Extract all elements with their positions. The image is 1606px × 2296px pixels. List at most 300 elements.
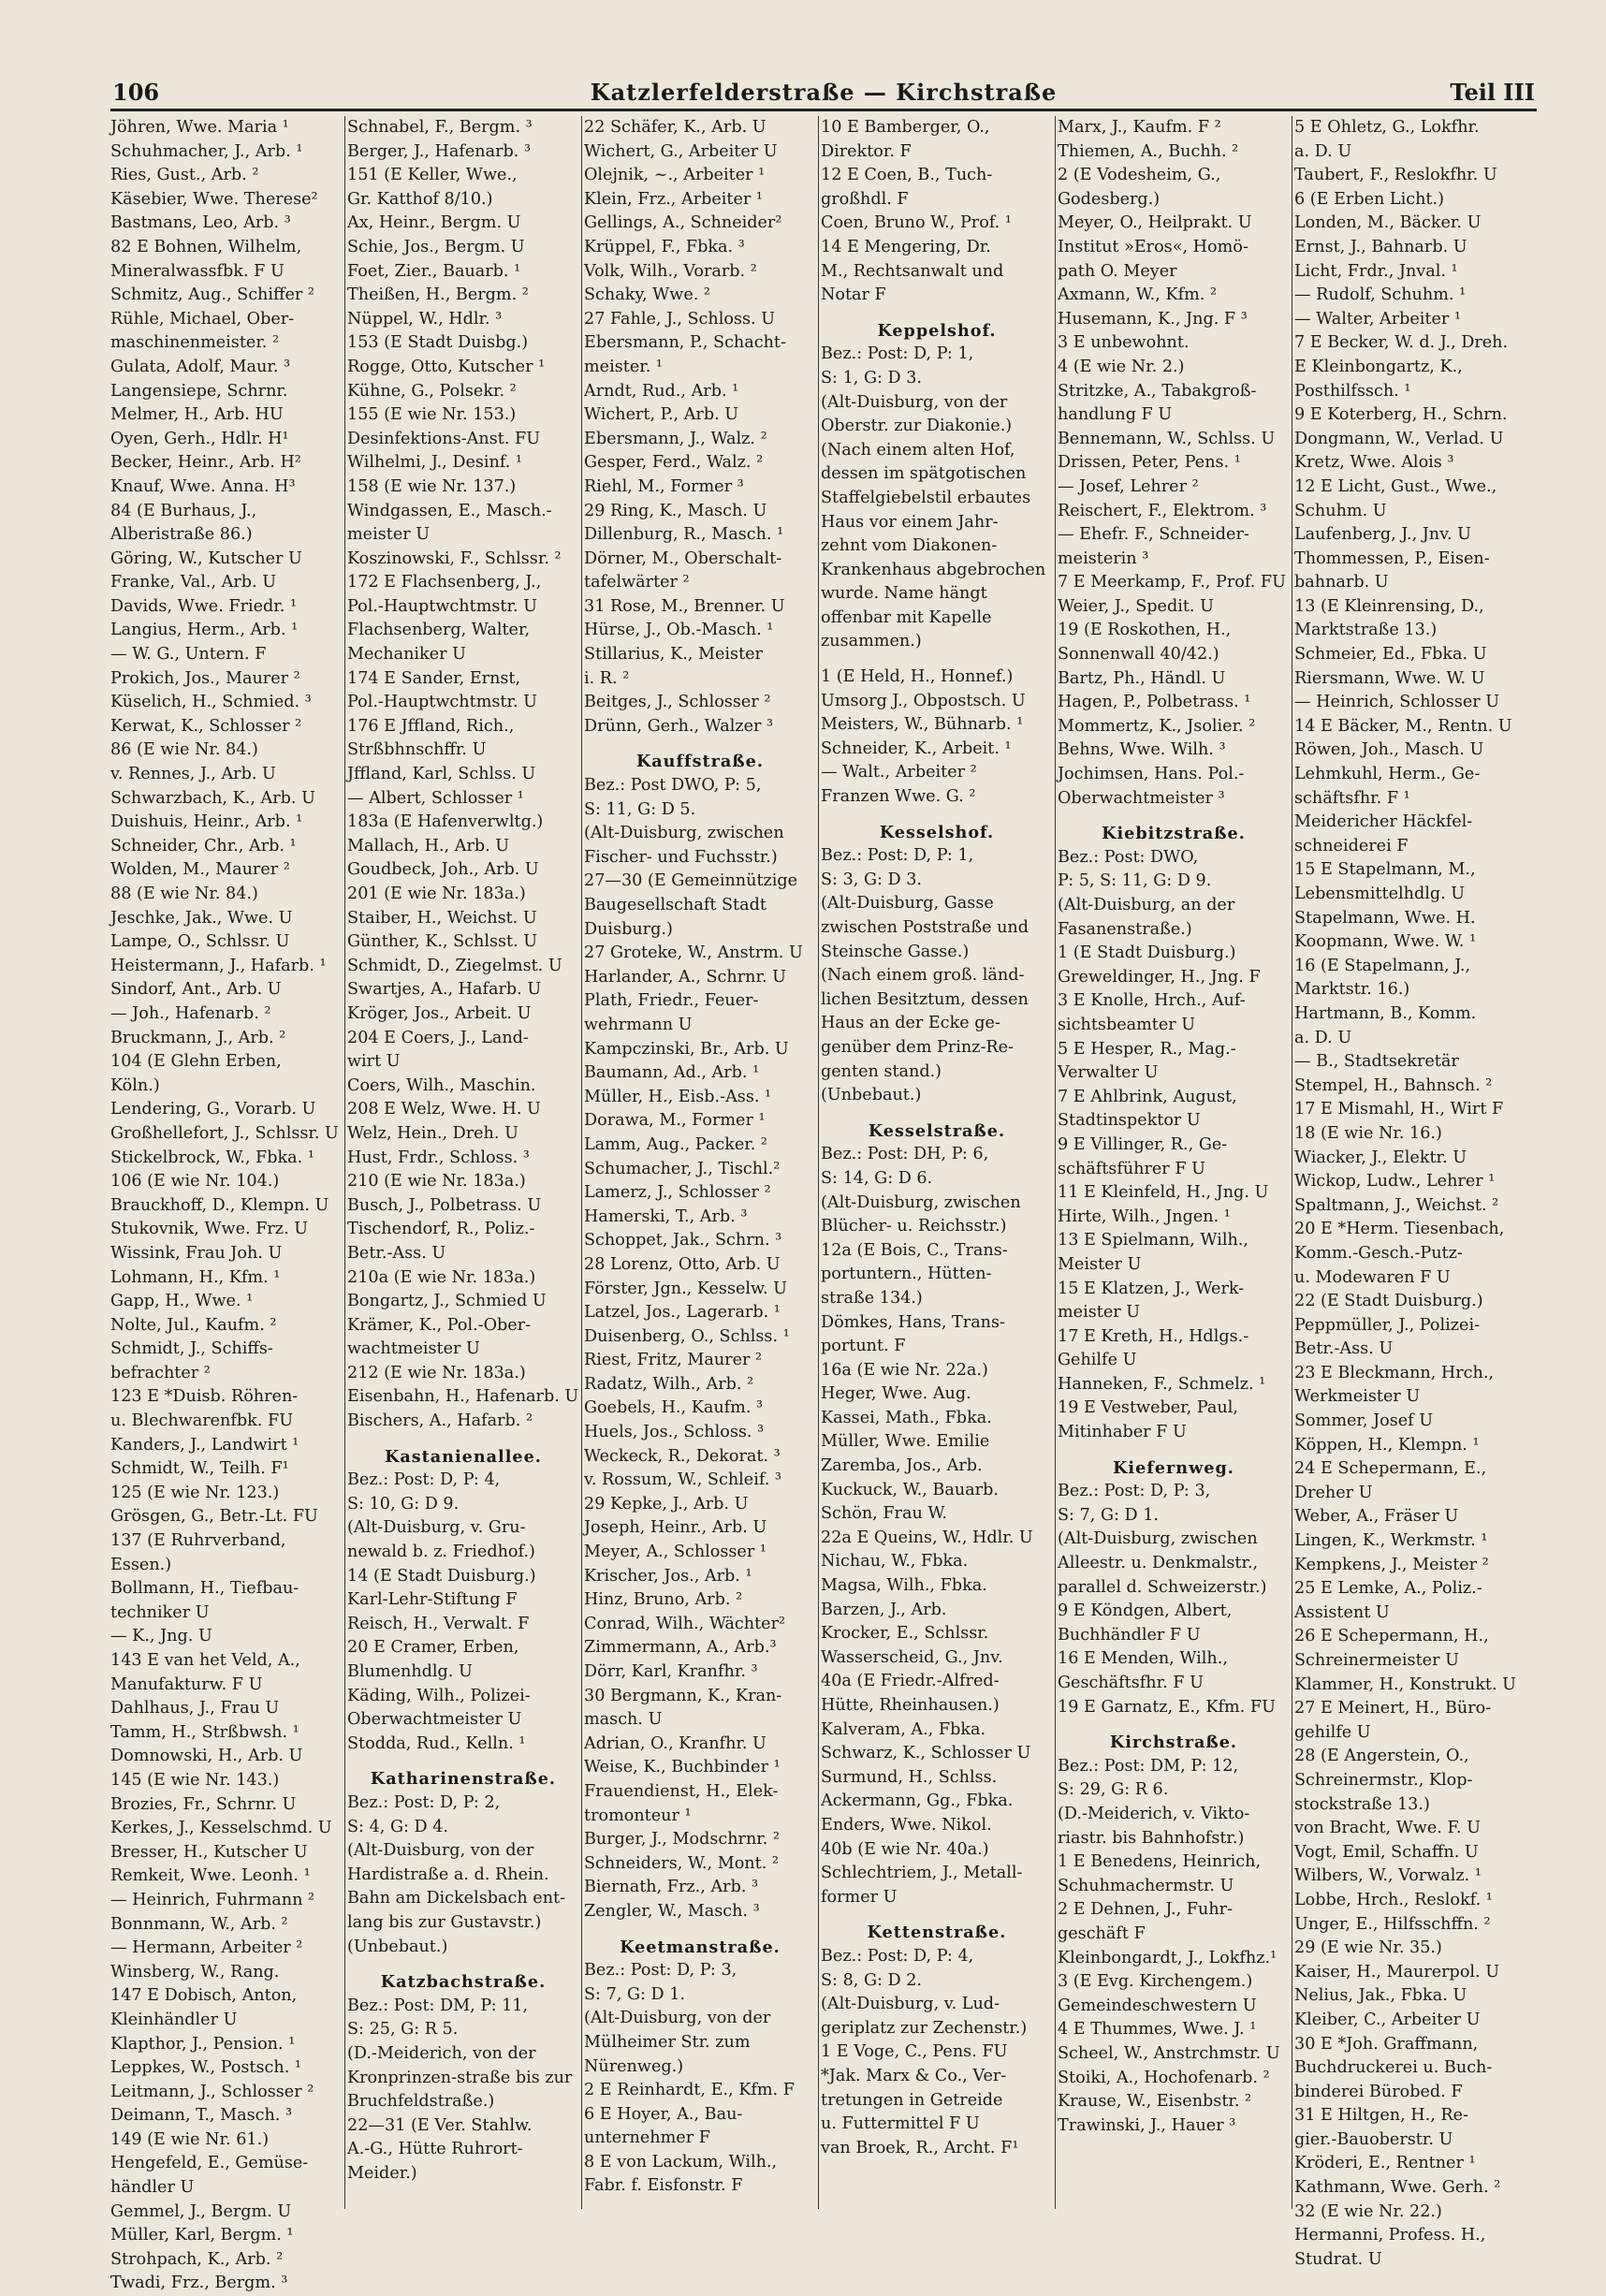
directory-line: sichtsbeamter U: [1058, 1015, 1196, 1034]
directory-line: Schreinermeister U: [1294, 1651, 1459, 1670]
directory-line: A.-G., Hütte Ruhrort-: [347, 2140, 523, 2159]
directory-line: Vogt, Emil, Schaffn. U: [1294, 1842, 1479, 1862]
directory-line: 208 E Welz, Wwe. H. U: [347, 1100, 541, 1119]
directory-line: 212 (E wie Nr. 183a.): [347, 1363, 526, 1382]
directory-line: Kronprinzen-straße bis zur: [347, 2068, 573, 2087]
directory-line: Köppen, H., Klempn. ¹: [1294, 1435, 1480, 1455]
directory-line: Hengefeld, E., Gemüse-: [110, 2154, 309, 2173]
directory-line: 13 E Spielmann, Wilh.,: [1058, 1231, 1248, 1250]
directory-line: Fasanenstraße.): [1058, 919, 1192, 939]
directory-line: Gemeindeschwestern U: [1058, 1996, 1257, 2015]
directory-line: Werkmeister U: [1294, 1387, 1421, 1407]
directory-line: Klapthor, J., Pension. ¹: [110, 2034, 296, 2054]
directory-line: S: 25, G: R 5.: [347, 2020, 459, 2040]
directory-line: Fabr. f. Eisfonstr. F: [584, 2176, 743, 2196]
directory-line: E Kleinbongartz, K.,: [1294, 357, 1463, 376]
directory-line: Hermanni, Profess. H.,: [1294, 2226, 1486, 2245]
directory-line: Krankenhaus abgebrochen: [821, 560, 1046, 579]
directory-line: lichen Besitztum, dessen: [821, 989, 1029, 1009]
section-label: Teil III: [1450, 79, 1535, 106]
directory-line: 3 (E Evg. Kirchengem.): [1058, 1972, 1253, 1992]
directory-line: Heistermann, J., Hafarb. ¹: [110, 956, 327, 975]
directory-line: 26 E Schepermann, H.,: [1294, 1627, 1489, 1646]
directory-line: 210 (E wie Nr. 183a.): [347, 1172, 526, 1192]
column-3: [584, 116, 816, 2205]
directory-line: (Alt-Duisburg, zwischen: [821, 1192, 1021, 1212]
directory-line: van Broek, R., Archt. F¹: [821, 2138, 1019, 2157]
page-number: 106: [112, 79, 160, 106]
directory-line: Biernath, Frz., Arb. ³: [584, 1878, 759, 1897]
directory-line: Bartz, Ph., Händl. U: [1058, 668, 1226, 688]
directory-line: Ax, Heinr., Bergm. U: [347, 213, 521, 233]
street-heading: Kirchstraße.: [1109, 1733, 1238, 1753]
directory-line: 86 (E wie Nr. 84.): [110, 740, 258, 760]
directory-line: von Bracht, Wwe. F. U: [1294, 1819, 1481, 1838]
directory-line: Olejnik, ~., Arbeiter ¹: [584, 166, 766, 185]
directory-line: Jöhren, Wwe. Maria ¹: [110, 118, 289, 137]
directory-line: Behns, Wwe. Wilh. ³: [1058, 740, 1226, 760]
directory-line: (Alt-Duisburg, zwischen: [584, 824, 784, 843]
directory-line: Reisch, H., Verwalt. F: [347, 1614, 530, 1633]
directory-line: v. Rossum, W., Schleif. ³: [584, 1470, 781, 1490]
directory-line: maschinenmeister. ²: [110, 333, 280, 353]
directory-line: M., Rechtsanwalt und: [821, 261, 1004, 281]
directory-line: Bischers, A., Hafarb. ²: [347, 1411, 533, 1431]
directory-line: Blücher- u. Reichsstr.): [821, 1217, 1007, 1236]
directory-line: Marx, J., Kaufm. F ²: [1058, 118, 1221, 137]
directory-line: Nolte, Jul., Kaufm. ²: [110, 1315, 277, 1335]
directory-line: Melmer, H., Arb. HU: [110, 405, 284, 425]
directory-line: — Albert, Schlosser ¹: [347, 788, 524, 808]
directory-line: Meister U: [1058, 1254, 1142, 1274]
directory-line: Domnowski, H., Arb. U: [110, 1747, 303, 1766]
directory-line: meister U: [1058, 1303, 1141, 1323]
directory-line: S: 10, G: D 9.: [347, 1494, 460, 1514]
directory-line: Langius, Herm., Arb. ¹: [110, 621, 299, 640]
directory-line: Rühle, Michael, Ober-: [110, 309, 295, 329]
directory-line: Gulata, Adolf, Maur. ³: [110, 357, 291, 376]
directory-line: Unger, E., Hilfsschffn. ²: [1294, 1914, 1491, 1934]
directory-line: Becker, Heinr., Arb. H²: [110, 453, 301, 473]
directory-line: — Walter, Arbeiter ¹: [1294, 309, 1461, 329]
directory-line: 8 E von Lackum, Wilh.,: [584, 2152, 778, 2172]
directory-line: Käding, Wilh., Polizei-: [347, 1686, 531, 1705]
directory-line: Kröderi, E., Rentner ¹: [1294, 2154, 1476, 2173]
directory-line: 14 E Mengering, Dr.: [821, 237, 991, 256]
directory-line: meisterin ³: [1058, 548, 1149, 568]
directory-line: Flachsenberg, Walter,: [347, 621, 531, 640]
directory-line: S: 4, G: D 4.: [347, 1817, 449, 1836]
directory-line: gehilfe U: [1294, 1722, 1371, 1742]
directory-line: Wolden, M., Maurer ²: [110, 860, 290, 880]
directory-line: Arndt, Rud., Arb. ¹: [584, 381, 739, 401]
directory-line: (Alt-Duisburg, Gasse: [821, 894, 994, 914]
directory-line: Bez.: Post: D, P: 1,: [821, 846, 974, 866]
directory-line: Dreher U: [1294, 1483, 1373, 1502]
directory-line: 201 (E wie Nr. 183a.): [347, 885, 526, 903]
directory-line: Marktstraße 13.): [1294, 621, 1438, 640]
directory-line: 9 E Köndgen, Albert,: [1058, 1601, 1233, 1621]
directory-line: Karl-Lehr-Stiftung F: [347, 1590, 518, 1610]
directory-line: Verwalter U: [1058, 1063, 1159, 1083]
directory-line: Bastmans, Leo, Arb. ³: [110, 213, 291, 233]
directory-line: — Walt., Arbeiter ²: [821, 763, 977, 782]
directory-line: Sonnenwall 40/42.): [1058, 645, 1219, 665]
directory-line: Bez.: Post: DM, P: 11,: [347, 1996, 529, 2015]
directory-line: 24 E Schepermann, E.,: [1294, 1459, 1487, 1479]
directory-line: Riehl, M., Former ³: [584, 476, 744, 496]
directory-line: 31 E Hiltgen, H., Re-: [1294, 2106, 1468, 2126]
directory-line: Stritzke, A., Tabakgroß-: [1058, 381, 1257, 401]
directory-line: Umsorg J., Obpostsch. U: [821, 691, 1026, 710]
column-divider: [581, 116, 582, 2209]
directory-line: (Alt-Duisburg, an der: [1058, 896, 1235, 914]
directory-line: Schwarz, K., Schlosser U: [821, 1744, 1031, 1763]
directory-line: Joseph, Heinr., Arb. U: [584, 1518, 767, 1538]
directory-line: unternehmer F: [584, 2128, 710, 2148]
directory-line: Wilhelmi, J., Desinf. ¹: [347, 453, 522, 473]
directory-line: Langensiepe, Schrnr.: [110, 381, 288, 401]
header-rule: [110, 109, 1537, 111]
directory-line: 210a (E wie Nr. 183a.): [347, 1267, 536, 1287]
directory-line: 28 (E Angerstein, O.,: [1294, 1747, 1469, 1766]
directory-line: wachtmeister U: [347, 1339, 480, 1359]
directory-line: bahnarb. U: [1294, 573, 1389, 592]
directory-line: Kalveram, A., Fbka.: [821, 1719, 986, 1739]
directory-line: Blumenhdlg. U: [347, 1662, 473, 1681]
directory-line: Heger, Wwe. Aug.: [821, 1384, 971, 1404]
street-heading: Kesselstraße.: [868, 1120, 1006, 1141]
directory-line: (Alt-Duisburg, v. Lud-: [821, 1995, 1000, 2014]
directory-line: Koopmann, Wwe. W. ¹: [1294, 932, 1477, 952]
directory-line: 12a (E Bois, C., Trans-: [821, 1240, 1008, 1260]
directory-line: Wiacker, J., Elektr. U: [1294, 1148, 1467, 1167]
directory-line: 151 (E Keller, Wwe.,: [347, 166, 518, 185]
directory-line: Rogge, Otto, Kutscher ¹: [347, 357, 546, 376]
directory-line: 30 Bergmann, K., Kran-: [584, 1686, 782, 1705]
directory-line: Mülheimer Str. zum: [584, 2032, 751, 2052]
directory-line: Schön, Frau W.: [821, 1504, 947, 1524]
directory-line: Franzen Wwe. G. ²: [821, 787, 976, 807]
directory-line: Buchhändler F U: [1058, 1625, 1201, 1645]
directory-line: Nichau, W., Fbka.: [821, 1552, 969, 1572]
spacer: [584, 1924, 816, 1936]
directory-line: Schmidt, W., Teilh. F¹: [110, 1459, 289, 1479]
directory-line: 4 (E wie Nr. 2.): [1058, 357, 1185, 376]
directory-line: 14 (E Stadt Duisburg.): [347, 1566, 536, 1586]
directory-line: Duisenberg, O., Schlss. ¹: [584, 1326, 790, 1346]
directory-line: Greweldinger, H., Jng. F: [1058, 967, 1261, 987]
spacer: [347, 1756, 579, 1767]
directory-line: 1 E Benedens, Heinrich,: [1058, 1852, 1262, 1872]
directory-line: 155 (E wie Nr. 153.): [347, 405, 517, 425]
directory-line: Käsebier, Wwe. Therese²: [110, 189, 318, 209]
directory-line: 1 (E Held, H., Honnef.): [821, 667, 1014, 687]
directory-line: Schmitz, Aug., Schiffer ²: [110, 285, 314, 305]
directory-line: Müller, Wwe. Emilie: [821, 1432, 990, 1452]
directory-line: 22 Schäfer, K., Arb. U: [584, 118, 766, 137]
directory-line: Lobbe, Hrch., Reslokf. ¹: [1294, 1890, 1493, 1909]
directory-line: Stadtinspektor U: [1058, 1111, 1201, 1131]
directory-line: Steinsche Gasse.): [821, 942, 970, 961]
directory-line: v. Rennes, J., Arb. U: [110, 765, 276, 784]
directory-line: P: 5, S: 11, G: D 9.: [1058, 871, 1212, 891]
directory-line: Volk, Wilh., Vorarb. ²: [584, 261, 757, 281]
directory-line: Sindorf, Ant., Arb. U: [110, 980, 282, 1000]
directory-line: Küselich, H., Schmied. ³: [110, 693, 312, 712]
directory-line: 82 E Bohnen, Wilhelm,: [110, 237, 302, 256]
directory-line: Bresser, H., Kutscher U: [110, 1842, 308, 1862]
directory-line: 145 (E wie Nr. 143.): [110, 1770, 280, 1790]
directory-line: Röwen, Joh., Masch. U: [1294, 740, 1484, 760]
directory-line: 125 (E wie Nr. 123.): [110, 1483, 280, 1502]
directory-line: former U: [821, 1887, 898, 1907]
directory-line: (Alt-Duisburg, von der: [347, 1841, 534, 1861]
directory-line: Staffelgiebelstil erbautes: [821, 488, 1031, 507]
directory-line: 149 (E wie Nr. 61.): [110, 2129, 270, 2149]
directory-line: Hanneken, F., Schmelz. ¹: [1058, 1374, 1266, 1394]
directory-line: Lingen, K., Werkmstr. ¹: [1294, 1531, 1488, 1551]
column-divider: [818, 116, 819, 2209]
directory-line: Harlander, A., Schrnr. U: [584, 967, 786, 987]
directory-line: 18 (E wie Nr. 16.): [1294, 1123, 1442, 1143]
directory-line: Mommertz, K., Jsolier. ²: [1058, 716, 1256, 736]
directory-line: Betr.-Ass. U: [1294, 1339, 1394, 1359]
directory-line: Zimmermann, A., Arb.³: [584, 1638, 777, 1658]
directory-line: Müller, Karl, Bergm. ¹: [110, 2226, 294, 2245]
directory-line: Eisenbahn, H., Hafenarb. U: [347, 1387, 579, 1407]
directory-line: Surmund, H., Schlss.: [821, 1767, 998, 1787]
directory-line: Stempel, H., Bahnsch. ²: [1294, 1075, 1493, 1095]
column-1: [110, 116, 343, 2293]
directory-line: 19 E Vestweber, Paul,: [1058, 1398, 1238, 1418]
directory-line: Alberistraße 86.): [110, 525, 253, 545]
directory-line: Adrian, O., Kranfhr. U: [584, 1733, 766, 1753]
directory-line: Weise, K., Buchbinder ¹: [584, 1758, 781, 1777]
directory-line: Latzel, Jos., Lagerarb. ¹: [584, 1303, 781, 1323]
directory-line: Winsberg, W., Rang.: [110, 1962, 280, 1982]
directory-line: Meyer, A., Schlosser ¹: [584, 1543, 766, 1562]
directory-line: Schreinermstr., Klop-: [1294, 1770, 1473, 1790]
directory-line: 29 (E wie Nr. 35.): [1294, 1938, 1442, 1958]
directory-line: (D.-Meiderich, von der: [347, 2043, 536, 2063]
directory-line: Foet, Zier., Bauarb. ¹: [347, 261, 521, 281]
directory-line: Manufakturw. F U: [110, 1674, 263, 1694]
directory-line: S: 7, G: D 1.: [584, 1984, 686, 2004]
directory-line: (Nach einem groß. länd-: [821, 966, 1025, 986]
directory-line: newald b. z. Friedhof.): [347, 1543, 535, 1562]
directory-line: Busch, J., Polbetrass. U: [347, 1195, 542, 1215]
directory-line: zwischen Poststraße und: [821, 918, 1029, 937]
directory-line: händler U: [110, 2178, 195, 2198]
street-heading: Kiebitzstraße.: [1102, 824, 1246, 844]
directory-line: Sommer, Josef U: [1294, 1411, 1434, 1431]
directory-line: Theißen, H., Bergm. ²: [347, 285, 529, 305]
directory-line: portunt. F: [821, 1337, 906, 1356]
directory-line: Schneider, Chr., Arb. ¹: [110, 836, 297, 856]
directory-line: a. D. U: [1294, 141, 1352, 161]
directory-line: Gapp, H., Wwe. ¹: [110, 1292, 254, 1311]
directory-line: Mitinhaber F U: [1058, 1423, 1187, 1442]
directory-line: zusammen.): [821, 632, 922, 651]
directory-line: Nüppel, W., Hdlr. ³: [347, 309, 503, 329]
directory-line: u. Futtermittel F U: [821, 2114, 980, 2134]
directory-line: 5 E Hesper, R., Mag.-: [1058, 1039, 1236, 1059]
spacer: [821, 654, 1053, 665]
directory-line: Koszinowski, F., Schlssr. ²: [347, 548, 562, 568]
running-title: Katzlerfelderstraße — Kirchstraße: [590, 79, 1058, 106]
directory-line: Mechaniker U: [347, 645, 466, 665]
column-5: [1058, 116, 1290, 2205]
directory-line: u. Blechwarenfbk. FU: [110, 1411, 294, 1431]
directory-line: Hardistraße a. d. Rhein.: [347, 1865, 549, 1884]
directory-line: Lamm, Aug., Packer. ²: [584, 1134, 767, 1154]
directory-line: Wichert, P., Arb. U: [584, 405, 739, 425]
directory-line: Staiber, H., Weichst. U: [347, 908, 537, 928]
directory-line: meister. ¹: [584, 357, 663, 376]
directory-line: Dörr, Karl, Kranfhr. ³: [584, 1662, 758, 1681]
directory-line: 15 E Klatzen, J., Werk-: [1058, 1279, 1245, 1298]
directory-line: Schuhmacher, J., Arb. ¹: [110, 141, 303, 161]
directory-line: Wissink, Frau Joh. U: [110, 1243, 283, 1263]
directory-line: 3 E unbewohnt.: [1058, 333, 1190, 353]
directory-line: Ebersmann, J., Walz. ²: [584, 429, 767, 448]
directory-line: 2 E Dehnen, J., Fuhr-: [1058, 1900, 1234, 1920]
directory-line: Oberwachtmeister ³: [1058, 788, 1225, 808]
directory-line: Weckeck, R., Dekorat. ³: [584, 1446, 781, 1466]
directory-line: Gellings, A., Schneider²: [584, 213, 782, 233]
directory-line: Drissen, Peter, Pens. ¹: [1058, 453, 1241, 473]
directory-line: Meider.): [347, 2163, 417, 2183]
directory-line: Fischer- und Fuchsstr.): [584, 847, 778, 867]
directory-line: tromonteur ¹: [584, 1806, 692, 1825]
directory-line: Bez.: Post: D, P: 3,: [584, 1961, 737, 1981]
directory-line: Plath, Friedr., Feuer-: [584, 991, 759, 1011]
directory-line: Assistent U: [1294, 1602, 1390, 1622]
directory-line: Posthilfssch. ¹: [1294, 381, 1411, 401]
directory-line: Kerwat, K., Schlosser ²: [110, 716, 302, 736]
directory-line: Kaiser, H., Maurerpol. U: [1294, 1962, 1500, 1982]
directory-line: Hinz, Bruno, Arb. ²: [584, 1590, 743, 1610]
directory-line: Bez.: Post: D, P: 4,: [347, 1470, 501, 1490]
directory-line: Conrad, Wilh., Wächter²: [584, 1614, 786, 1633]
directory-line: — Ehefr. F., Schneider-: [1058, 525, 1249, 545]
directory-line: Ries, Gust., Arb. ²: [110, 166, 259, 185]
directory-line: 16 (E Stapelmann, J.,: [1294, 956, 1471, 975]
directory-line: Lamerz, J., Schlosser ²: [584, 1183, 771, 1203]
directory-line: Reischert, F., Elektrom. ³: [1058, 501, 1267, 520]
directory-line: Zengler, W., Masch. ³: [584, 1901, 760, 1921]
directory-line: Oyen, Gerh., Hdlr. H¹: [110, 429, 289, 448]
directory-line: Bruchfeldstraße.): [347, 2092, 495, 2112]
directory-line: u. Modewaren F U: [1294, 1267, 1451, 1287]
directory-line: Alleestr. u. Denkmalstr.,: [1058, 1554, 1259, 1573]
directory-line: Coen, Bruno W., Prof. ¹: [821, 213, 1012, 233]
directory-line: Enders, Wwe. Nikol.: [821, 1815, 992, 1835]
directory-line: 22—31 (E Ver. Stahlw.: [347, 2115, 533, 2135]
directory-line: 183a (E Hafenverwltg.): [347, 812, 544, 832]
directory-line: — Rudolf, Schuhm. ¹: [1294, 285, 1467, 305]
directory-line: befrachter ²: [110, 1363, 211, 1382]
directory-line: Thommessen, P., Eisen-: [1294, 548, 1490, 568]
directory-line: 153 (E Stadt Duisbg.): [347, 333, 529, 353]
directory-line: Beitges, J., Schlosser ²: [584, 693, 771, 712]
directory-line: Bruckmann, J., Arb. ²: [110, 1028, 286, 1047]
directory-line: Brozies, Fr., Schrnr. U: [110, 1794, 297, 1814]
directory-line: Krämer, K., Pol.-Ober-: [347, 1315, 532, 1335]
directory-line: Thiemen, A., Buchh. ²: [1058, 141, 1239, 161]
column-4: [821, 116, 1053, 2205]
directory-line: Schie, Jos., Bergm. U: [347, 237, 525, 256]
directory-line: Bonnmann, W., Arb. ²: [110, 1914, 288, 1934]
directory-line: Lehmkuhl, Herm., Ge-: [1294, 765, 1481, 784]
directory-line: S: 3, G: D 3.: [821, 870, 923, 889]
column-divider: [344, 116, 345, 2209]
street-heading: Kastanienallee.: [385, 1446, 542, 1467]
directory-line: parallel d. Schweizerstr.): [1058, 1577, 1267, 1597]
directory-line: 11 E Kleinfeld, H., Jng. U: [1058, 1183, 1269, 1203]
directory-line: Haus an der Ecke ge-: [821, 1014, 1000, 1033]
directory-line: Weier, J., Spedit. U: [1058, 596, 1214, 616]
directory-line: 158 (E wie Nr. 137.): [347, 476, 517, 496]
directory-line: Burger, J., Modschrnr. ²: [584, 1830, 781, 1850]
directory-line: 27—30 (E Gemeinnützige: [584, 871, 798, 891]
directory-line: Kassei, Math., Fbka.: [821, 1408, 992, 1427]
directory-line: schäftsfhr. F ¹: [1294, 788, 1410, 808]
directory-line: Leppkes, W., Postsch. ¹: [110, 2058, 301, 2078]
directory-line: Schuhm. U: [1294, 501, 1387, 520]
directory-line: masch. U: [584, 1710, 663, 1730]
directory-line: 9 E Koterberg, H., Schrn.: [1294, 405, 1508, 425]
directory-line: Baugesellschaft Stadt: [584, 896, 766, 914]
directory-line: 16 E Menden, Wilh.,: [1058, 1649, 1228, 1669]
directory-line: Oberstr. zur Diakonie.): [821, 417, 1013, 436]
directory-line: — K., Jng. U: [110, 1627, 212, 1646]
directory-line: Scheel, W., Anstrchmstr. U: [1058, 2043, 1280, 2063]
directory-line: Goudbeck, Joh., Arb. U: [347, 860, 539, 880]
directory-line: Jeschke, Jak., Wwe. U: [110, 908, 293, 928]
spacer: [821, 1108, 1053, 1119]
directory-line: Lohmann, H., Kfm. ¹: [110, 1267, 281, 1287]
directory-line: Bez.: Post: DM, P: 12,: [1058, 1756, 1239, 1776]
directory-line: dessen im spätgotischen: [821, 464, 1027, 484]
directory-line: 22a E Queins, W., Hdlr. U: [821, 1528, 1033, 1547]
directory-line: Schnabel, F., Bergm. ³: [347, 118, 533, 137]
directory-line: 12 E Coen, B., Tuch-: [821, 166, 993, 185]
directory-line: Husemann, K., Jng. F ³: [1058, 309, 1248, 329]
directory-line: 9 E Villinger, R., Ge-: [1058, 1134, 1228, 1154]
directory-line: 29 Kepke, J., Arb. U: [584, 1494, 749, 1514]
directory-line: 20 E *Herm. Tiesenbach,: [1294, 1220, 1505, 1239]
directory-line: Kleinbongardt, J., Lokfhz.¹: [1058, 1948, 1278, 1967]
directory-line: 25 E Lemke, A., Poliz.-: [1294, 1579, 1482, 1599]
directory-line: 19 E Garnatz, E., Kfm. FU: [1058, 1697, 1276, 1717]
directory-line: Wichert, G., Arbeiter U: [584, 141, 778, 161]
column-2: [347, 116, 579, 2205]
directory-line: Bez.: Post DWO, P: 5,: [584, 776, 762, 796]
directory-line: Stukovnik, Wwe. Frz. U: [110, 1220, 309, 1239]
directory-line: S: 8, G: D 2.: [821, 1970, 923, 1990]
directory-line: — Josef, Lehrer ²: [1058, 476, 1199, 496]
directory-line: Krüppel, F., Fbka. ³: [584, 237, 745, 256]
directory-line: Hürse, J., Ob.-Masch. ¹: [584, 621, 774, 640]
directory-line: tretungen in Getreide: [821, 2090, 1003, 2110]
directory-line: Direktor. F: [821, 141, 912, 161]
directory-line: (Unbebaut.): [821, 1086, 922, 1105]
directory-line: Wickop, Ludw., Lehrer ¹: [1294, 1172, 1496, 1192]
directory-line: Krause, W., Eisenbstr. ²: [1058, 2092, 1252, 2112]
directory-line: S: 7, G: D 1.: [1058, 1505, 1160, 1525]
